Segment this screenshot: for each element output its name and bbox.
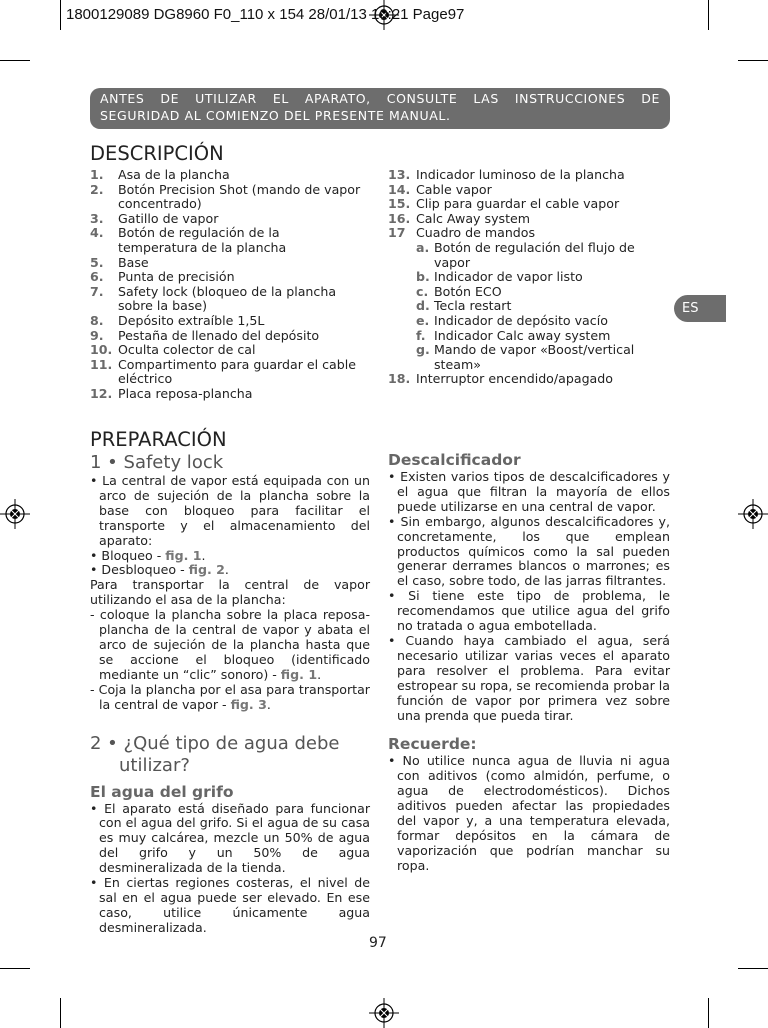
dash-item: - Coja la plancha por el asa para transportar la central de vapor - fig. 3.	[90, 681, 370, 712]
item-text: Punta de precisión	[118, 269, 235, 285]
bloqueo-text: • Bloqueo -	[90, 547, 166, 563]
dash-text: - coloque la plancha sobre la placa reposa-plancha de la central de vapor y abata el arco de sujeción de la plancha hasta que se accione el bloqueo (identificado mediante un “clic” sonoro) -	[90, 607, 370, 682]
sub-item-text: Indicador Calc away system	[434, 327, 611, 343]
item-number: 17	[388, 225, 406, 241]
descalcificador-bullet: • Sin embargo, algunos descalcificadores y, concretamente, los que emplean productos químicos como la sal pueden generar derrames blancos o marrones; es el caso, sobre todo, de las jarras filtrantes.	[388, 513, 670, 589]
grifo-bullet: • El aparato está diseñado para funcionar con el agua del grifo. Si el agua de su casa es muy calcárea, mezcle un 50% de agua del grifo y un 50% de agua desmineralizada de la tienda.	[90, 800, 370, 876]
item-text: Asa de la plancha	[118, 167, 230, 182]
list-item	[388, 183, 670, 198]
sub-item	[388, 299, 670, 314]
list-item	[90, 183, 362, 212]
sub-item-letter: c.	[416, 283, 429, 299]
list-item	[90, 343, 362, 358]
item-text: Botón Precision Shot (mando de vapor concentrado)	[118, 181, 361, 212]
agua-heading-line-2: utilizar?	[119, 754, 190, 776]
sub-item-letter: e.	[416, 312, 430, 328]
crop-mark	[0, 60, 30, 61]
sub-item-letter: g.	[416, 342, 430, 358]
fig-ref: fig. 2	[188, 562, 225, 578]
item-number: 5.	[90, 254, 104, 270]
crop-mark	[0, 968, 30, 969]
item-text: Indicador luminoso de la plancha	[416, 167, 625, 182]
crop-mark	[708, 0, 709, 30]
safety-paragraph: • La central de vapor está equipada con un arco de sujeción de la plancha sobre la base con bloqueo para facilitar el transporte y el almacenamiento del aparato:	[90, 473, 370, 548]
item-text: Oculta colector de cal	[118, 342, 256, 358]
item-text: Interruptor encendido/apagado	[416, 371, 613, 387]
list-item	[90, 314, 362, 329]
fig-ref: fig. 3	[230, 696, 267, 712]
grifo-bullet: • En ciertas regiones costeras, el nivel de sal en el agua puede ser elevado. En ese caso, utilice únicamente agua desmineralizada.	[90, 875, 370, 935]
dash-text: - Coja la plancha por el asa para transportar la central de vapor -	[90, 681, 370, 712]
parts-list-right	[388, 168, 670, 387]
fig-ref: fig. 1	[280, 666, 318, 682]
sub-item-text: Indicador de vapor listo	[434, 269, 583, 285]
registration-mark-icon	[0, 499, 30, 529]
crop-mark	[60, 0, 61, 30]
list-item	[388, 212, 670, 227]
sub-item-text: Botón de regulación del flujo de vapor	[434, 239, 635, 270]
list-item	[388, 168, 670, 183]
list-item	[388, 197, 670, 212]
list-item	[90, 358, 362, 387]
item-text: Placa reposa-plancha	[118, 385, 253, 401]
list-item	[90, 270, 362, 285]
sub-item	[388, 270, 670, 285]
sub-item-letter: f.	[416, 327, 426, 343]
item-text: Safety lock (bloqueo de la plancha sobre la base)	[118, 283, 337, 314]
descalcificador-bullet: • Cuando haya cambiado el agua, será necesario utilizar varias veces el aparato para resolver el problema. Para evitar estropear su ropa, se recomienda probar la función de vapor por primera vez sobre una prenda que pueda tirar.	[388, 632, 670, 723]
left-column	[90, 452, 370, 936]
sub-item	[388, 329, 670, 344]
list-item	[90, 212, 362, 227]
agua-heading	[90, 733, 370, 777]
item-text: Clip para guardar el cable vapor	[416, 196, 620, 212]
sub-item-text: Botón ECO	[434, 283, 502, 299]
sub-item	[388, 343, 670, 372]
crop-mark	[708, 998, 709, 1028]
item-number: 18.	[388, 371, 411, 387]
item-number: 13.	[388, 167, 411, 182]
sub-item-letter: a.	[416, 239, 430, 255]
crop-mark	[738, 60, 768, 61]
section-title-preparacion: PREPARACIÓN	[90, 428, 227, 451]
item-text: Pestaña de llenado del depósito	[118, 327, 320, 343]
crop-mark	[60, 998, 61, 1028]
item-number: 7.	[90, 283, 104, 299]
item-text: Gatillo de vapor	[118, 210, 219, 226]
fig-ref: fig. 1	[165, 547, 202, 563]
descalcificador-bullet: • Existen varios tipos de descalcificadores y el agua que filtran la mayoría de ellos puede utilizarse en una central de vapor.	[388, 469, 670, 514]
transport-paragraph: Para transportar la central de vapor utilizando el asa de la plancha:	[90, 577, 370, 608]
item-text: Botón de regulación de la temperatura de la plancha	[118, 225, 287, 255]
item-number: 1.	[90, 167, 104, 182]
banner-line-1: ANTES DE UTILIZAR EL APARATO, CONSULTE LAS INSTRUCCIONES DE	[100, 91, 660, 106]
list-item	[90, 387, 362, 402]
sub-item-text: Tecla restart	[434, 298, 512, 314]
item-text: Base	[118, 254, 149, 270]
sub-item	[388, 314, 670, 329]
item-number: 10.	[90, 342, 113, 358]
descalcificador-bullet: • Si tiene este tipo de problema, le recomendamos que utilice agua del grifo no tratada o agua embotellada.	[388, 588, 670, 634]
sub-item	[388, 285, 670, 300]
list-item	[90, 285, 362, 314]
crop-mark	[738, 968, 768, 969]
item-number: 12.	[90, 385, 113, 401]
item-number: 14.	[388, 181, 411, 197]
page-number: 97	[369, 935, 387, 951]
recuerde-bullet: • No utilice nunca agua de lluvia ni agua con aditivos (como almidón, perfume, o agua de electrodomésticos). Dichos aditivos pueden afectar las propiedades del vapor y, a una temperatura elevada, formar depósitos en la cámara de vaporización que podrían manchar su ropa.	[388, 753, 670, 873]
recuerde-heading: Recuerde:	[388, 735, 477, 754]
list-item	[90, 329, 362, 344]
bloqueo-line: • Bloqueo - fig. 1.	[90, 547, 206, 563]
grifo-heading: El agua del grifo	[90, 782, 234, 801]
desbloqueo-line: • Desbloqueo - fig. 2.	[90, 562, 229, 578]
list-item	[90, 256, 362, 271]
registration-mark-icon	[369, 998, 399, 1028]
item-number: 3.	[90, 210, 104, 226]
list-item	[90, 168, 362, 183]
list-item	[388, 226, 670, 241]
language-tab: ES	[674, 295, 726, 322]
item-number: 2.	[90, 181, 104, 197]
right-column	[388, 451, 670, 874]
item-number: 15.	[388, 196, 411, 212]
item-text: Cuadro de mandos	[416, 225, 536, 241]
sub-item-text: Mando de vapor «Boost/vertical steam»	[434, 342, 635, 372]
dash-item: - coloque la plancha sobre la placa reposa-plancha de la central de vapor y abata el arco de sujeción de la plancha hasta que se accione el bloqueo (identificado mediante un “clic” sonoro) - fig. 1.	[90, 607, 370, 682]
item-text: Calc Away system	[416, 210, 531, 226]
sub-item-letter: d.	[416, 298, 430, 314]
sub-item	[388, 241, 670, 270]
safety-banner	[90, 88, 670, 129]
sub-item-letter: b.	[416, 269, 430, 285]
item-text: Compartimento para guardar el cable eléctrico	[118, 356, 357, 387]
desbloqueo-text: • Desbloqueo -	[90, 562, 189, 578]
parts-list-left	[90, 168, 362, 402]
list-item	[90, 226, 362, 255]
agua-heading-line-1: 2 • ¿Qué tipo de agua debe	[90, 732, 340, 754]
safety-lock-heading: 1 • Safety lock	[90, 452, 224, 473]
print-header: 1800129089 DG8960 F0_110 x 154 28/01/13 10:21 Page97	[66, 6, 465, 23]
item-text: Cable vapor	[416, 181, 492, 197]
registration-mark-icon	[738, 499, 768, 529]
descalcificador-heading: Descalcificador	[388, 451, 521, 469]
section-title-descripcion: DESCRIPCIÓN	[90, 142, 224, 165]
item-number: 16.	[388, 210, 411, 226]
banner-line-2: SEGURIDAD AL COMIENZO DEL PRESENTE MANUAL.	[100, 108, 451, 123]
item-number: 8.	[90, 312, 104, 328]
item-text: Depósito extraíble 1,5L	[118, 312, 265, 328]
item-number: 4.	[90, 225, 104, 241]
item-number: 11.	[90, 356, 113, 372]
list-item	[388, 372, 670, 387]
item-number: 6.	[90, 269, 104, 285]
item-number: 9.	[90, 327, 104, 343]
sub-item-text: Indicador de depósito vacío	[434, 312, 608, 328]
